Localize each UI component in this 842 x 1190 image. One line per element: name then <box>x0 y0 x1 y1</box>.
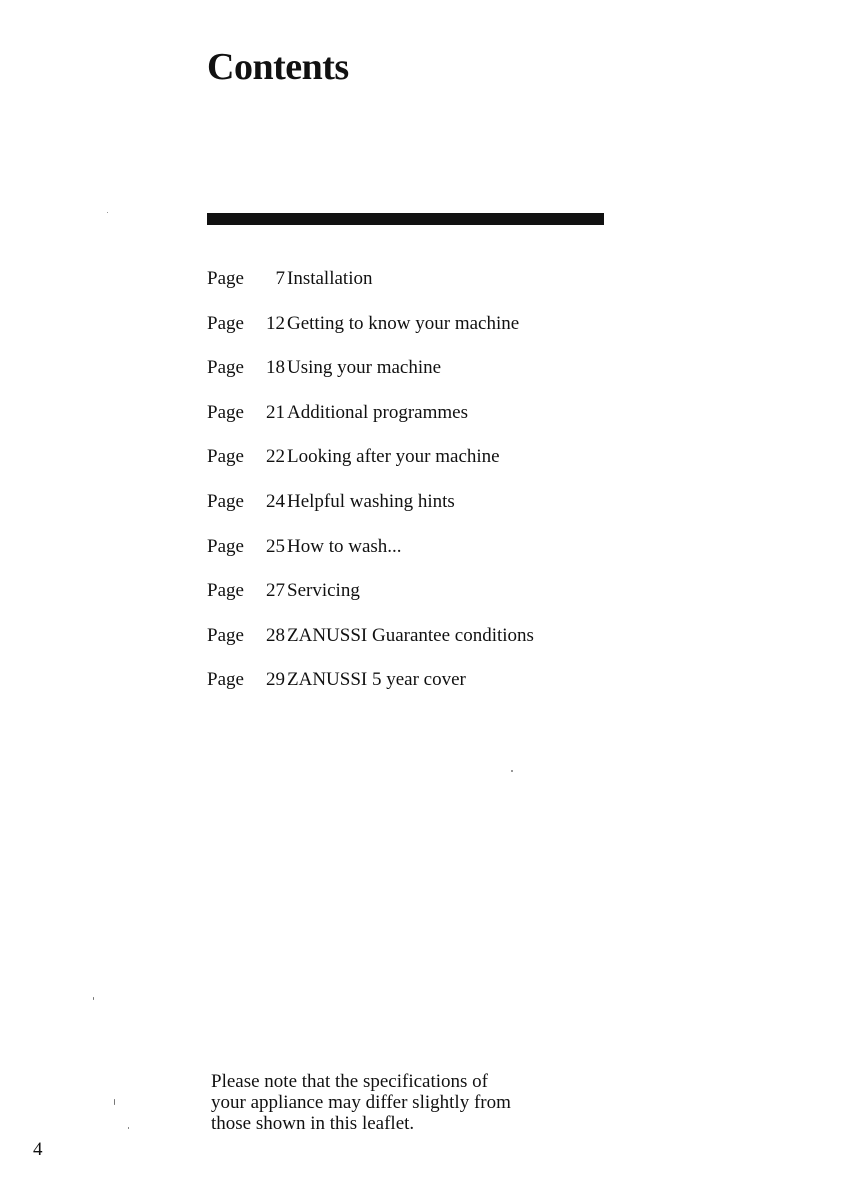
page-number-ref: 29 <box>266 669 285 691</box>
page-title: Contents <box>207 46 349 88</box>
contents-page-ref <box>207 669 287 691</box>
page-word: Page <box>207 535 244 557</box>
scan-speck <box>107 212 108 213</box>
contents-item <box>207 402 627 447</box>
page-number-ref: 7 <box>275 268 285 289</box>
page-word: Page <box>207 669 244 691</box>
page-number-ref: 18 <box>266 357 285 379</box>
contents-page-ref <box>207 402 287 424</box>
contents-page-ref <box>207 580 287 602</box>
contents-item-title: Additional programmes <box>287 401 468 423</box>
page-number-ref: 22 <box>266 446 285 468</box>
contents-item <box>207 580 627 625</box>
contents-item-title: Looking after your machine <box>287 446 500 468</box>
contents-page-ref <box>207 357 287 379</box>
title-divider-bar <box>207 213 604 225</box>
page-word: Page <box>207 357 244 379</box>
specifications-note <box>211 1071 571 1134</box>
page-number-ref: 12 <box>266 312 285 334</box>
page-word: Page <box>207 580 244 602</box>
contents-item-title: Helpful washing hints <box>287 490 455 512</box>
contents-page-ref <box>207 313 287 335</box>
scan-speck <box>114 1099 115 1105</box>
page-word: Page <box>207 490 244 512</box>
scan-speck <box>511 770 513 772</box>
contents-item <box>207 625 627 670</box>
contents-item <box>207 313 627 358</box>
page-number-ref: 24 <box>266 490 285 512</box>
page-number-ref: 28 <box>266 624 285 646</box>
contents-page-ref <box>207 625 287 647</box>
contents-item <box>207 357 627 402</box>
note-line: Please note that the specifications of <box>211 1071 488 1092</box>
contents-item-title: Servicing <box>287 580 360 602</box>
note-line: your appliance may differ slightly from <box>211 1092 511 1113</box>
contents-item-title: ZANUSSI Guarantee conditions <box>287 624 534 646</box>
contents-item <box>207 491 627 536</box>
contents-item-title: How to wash... <box>287 535 402 557</box>
page-word: Page <box>207 446 244 468</box>
contents-item <box>207 669 627 714</box>
contents-item <box>207 446 627 491</box>
page-word: Page <box>207 268 244 289</box>
page-word: Page <box>207 401 244 423</box>
scan-speck <box>128 1127 129 1129</box>
contents-list <box>207 268 627 714</box>
page-word: Page <box>207 312 244 334</box>
contents-page-ref <box>207 268 287 290</box>
contents-page-ref <box>207 536 287 558</box>
contents-item-title: Getting to know your machine <box>287 312 520 334</box>
contents-item-title: Installation <box>287 268 373 289</box>
contents-item-title: ZANUSSI 5 year cover <box>287 669 466 691</box>
page-number: 4 <box>33 1139 43 1160</box>
contents-page-ref <box>207 446 287 468</box>
scan-speck <box>93 997 94 1000</box>
contents-page-ref <box>207 491 287 513</box>
page-number-ref: 25 <box>266 535 285 557</box>
page-number-ref: 21 <box>266 401 285 423</box>
page-word: Page <box>207 624 244 646</box>
contents-item <box>207 268 627 313</box>
note-line: those shown in this leaflet. <box>211 1113 415 1134</box>
page-number-ref: 27 <box>266 580 285 602</box>
contents-item <box>207 536 627 581</box>
contents-item-title: Using your machine <box>287 357 442 379</box>
